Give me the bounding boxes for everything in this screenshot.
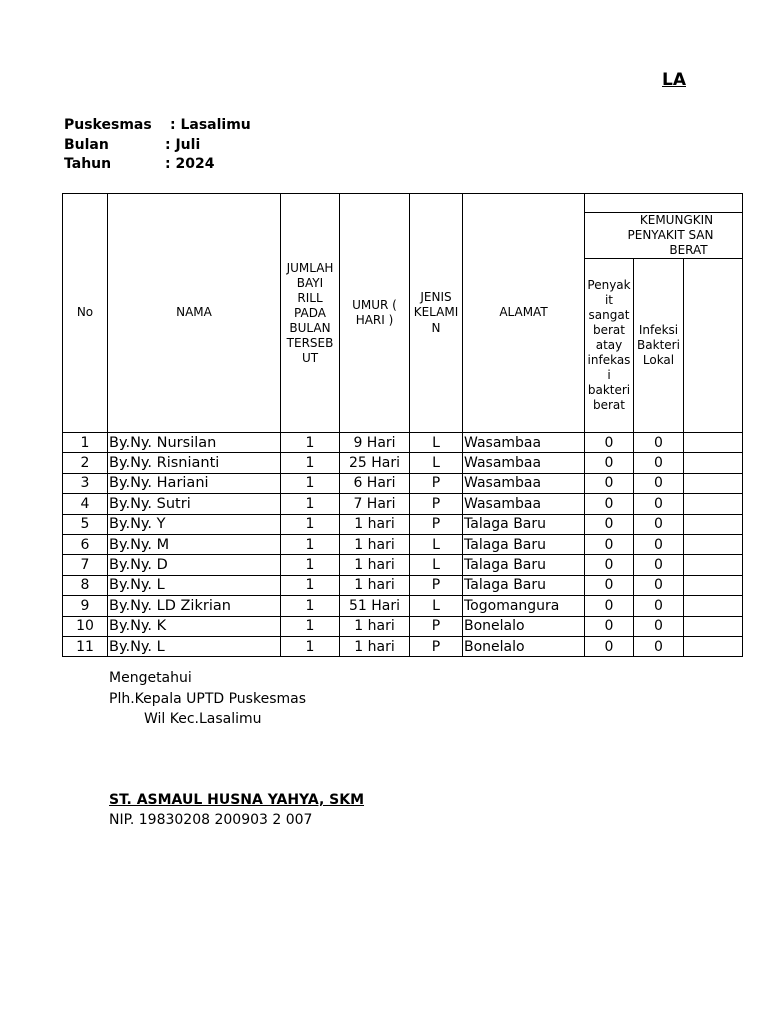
- cell-no: 5: [63, 514, 108, 534]
- cell-no: 11: [63, 636, 108, 656]
- group-line-2: PENYAKIT SAN: [627, 228, 714, 242]
- table-row: [63, 494, 743, 514]
- table-row: [63, 453, 743, 473]
- cell-no: 3: [63, 473, 108, 493]
- cell-alamat: Wasambaa: [463, 433, 585, 453]
- cell-jenis-kelamin: L: [410, 555, 463, 575]
- cell-jumlah: 1: [281, 433, 340, 453]
- cell-infeksi-bakteri-lokal: 0: [634, 596, 684, 616]
- cell-infeksi-bakteri-lokal: 0: [634, 453, 684, 473]
- cell-jumlah: 1: [281, 575, 340, 595]
- cell-jenis-kelamin: P: [410, 636, 463, 656]
- cell-next-column: [684, 596, 743, 616]
- cell-jumlah: 1: [281, 494, 340, 514]
- cell-jumlah: 1: [281, 596, 340, 616]
- cell-jumlah: 1: [281, 453, 340, 473]
- cell-penyakit-sangat-berat: 0: [585, 514, 634, 534]
- cell-alamat: Wasambaa: [463, 473, 585, 493]
- signer-nip: NIP. 19830208 200903 2 007: [109, 812, 313, 828]
- table-row: [63, 473, 743, 493]
- cell-jumlah: 1: [281, 534, 340, 554]
- meta-tahun-value: : 2024: [165, 156, 215, 172]
- table-row: [63, 534, 743, 554]
- cell-infeksi-bakteri-lokal: 0: [634, 514, 684, 534]
- cell-umur: 1 hari: [340, 636, 410, 656]
- cell-infeksi-bakteri-lokal: 0: [634, 555, 684, 575]
- report-table: [62, 193, 743, 657]
- cell-nama: By.Ny. L: [108, 575, 281, 595]
- cell-nama: By.Ny. Risnianti: [108, 453, 281, 473]
- cell-penyakit-sangat-berat: 0: [585, 534, 634, 554]
- cell-penyakit-sangat-berat: 0: [585, 433, 634, 453]
- cell-nama: By.Ny. Hariani: [108, 473, 281, 493]
- cell-jenis-kelamin: P: [410, 514, 463, 534]
- cell-alamat: Bonelalo: [463, 616, 585, 636]
- cell-next-column: [684, 534, 743, 554]
- approval-line-position: Plh.Kepala UPTD Puskesmas: [109, 690, 306, 707]
- cell-next-column: [684, 494, 743, 514]
- cell-alamat: Talaga Baru: [463, 514, 585, 534]
- cell-penyakit-sangat-berat: 0: [585, 575, 634, 595]
- cell-next-column: [684, 453, 743, 473]
- meta-puskesmas-label: Puskesmas: [64, 117, 152, 133]
- cell-infeksi-bakteri-lokal: 0: [634, 433, 684, 453]
- cell-penyakit-sangat-berat: 0: [585, 453, 634, 473]
- cell-penyakit-sangat-berat: 0: [585, 596, 634, 616]
- cell-jumlah: 1: [281, 636, 340, 656]
- header-penyakit-sangat-berat: Penyak it sangat berat atay infekas i bakteri berat: [585, 259, 634, 433]
- signer-name: ST. ASMAUL HUSNA YAHYA, SKM: [109, 792, 365, 808]
- cell-jenis-kelamin: P: [410, 473, 463, 493]
- meta-bulan-value: : Juli: [165, 136, 201, 153]
- cell-next-column: [684, 616, 743, 636]
- header-nama: NAMA: [108, 194, 281, 433]
- cell-alamat: Bonelalo: [463, 636, 585, 656]
- cell-next-column: [684, 636, 743, 656]
- cell-alamat: Wasambaa: [463, 453, 585, 473]
- cell-nama: By.Ny. Sutri: [108, 494, 281, 514]
- approval-block: [109, 668, 306, 730]
- meta-puskesmas-value: : Lasalimu: [170, 117, 251, 133]
- cell-no: 10: [63, 616, 108, 636]
- cell-penyakit-sangat-berat: 0: [585, 494, 634, 514]
- cell-umur: 25 Hari: [340, 453, 410, 473]
- cell-umur: 1 hari: [340, 555, 410, 575]
- cell-nama: By.Ny. Y: [108, 514, 281, 534]
- header-next-column: [684, 259, 743, 433]
- cell-alamat: Talaga Baru: [463, 575, 585, 595]
- cell-penyakit-sangat-berat: 0: [585, 636, 634, 656]
- cell-infeksi-bakteri-lokal: 0: [634, 636, 684, 656]
- group-line-3: BERAT: [669, 243, 708, 257]
- cell-no: 4: [63, 494, 108, 514]
- cell-jenis-kelamin: P: [410, 575, 463, 595]
- cell-no: 2: [63, 453, 108, 473]
- cell-jumlah: 1: [281, 616, 340, 636]
- group-line-1: KEMUNGKIN: [639, 213, 714, 227]
- cell-jenis-kelamin: L: [410, 453, 463, 473]
- cell-nama: By.Ny. LD Zikrian: [108, 596, 281, 616]
- cell-infeksi-bakteri-lokal: 0: [634, 494, 684, 514]
- table-row: [63, 636, 743, 656]
- cell-umur: 51 Hari: [340, 596, 410, 616]
- cell-umur: 9 Hari: [340, 433, 410, 453]
- cell-umur: 7 Hari: [340, 494, 410, 514]
- cell-next-column: [684, 514, 743, 534]
- cell-jenis-kelamin: P: [410, 494, 463, 514]
- cell-no: 7: [63, 555, 108, 575]
- table-row: [63, 575, 743, 595]
- cell-jenis-kelamin: P: [410, 616, 463, 636]
- header-group-top: [585, 194, 743, 213]
- cell-next-column: [684, 555, 743, 575]
- cell-no: 1: [63, 433, 108, 453]
- header-group-kemungkinan: [585, 213, 743, 259]
- cell-jumlah: 1: [281, 555, 340, 575]
- cell-jenis-kelamin: L: [410, 433, 463, 453]
- header-alamat: ALAMAT: [463, 194, 585, 433]
- cell-nama: By.Ny. D: [108, 555, 281, 575]
- cell-umur: 6 Hari: [340, 473, 410, 493]
- report-title: LA: [662, 70, 686, 90]
- header-infeksi-bakteri-lokal: Infeksi Bakteri Lokal: [634, 259, 684, 433]
- table-row: [63, 616, 743, 636]
- cell-penyakit-sangat-berat: 0: [585, 616, 634, 636]
- cell-infeksi-bakteri-lokal: 0: [634, 473, 684, 493]
- cell-infeksi-bakteri-lokal: 0: [634, 575, 684, 595]
- header-jenis-kelamin: JENIS KELAMI N: [410, 194, 463, 433]
- cell-infeksi-bakteri-lokal: 0: [634, 616, 684, 636]
- cell-jenis-kelamin: L: [410, 596, 463, 616]
- cell-umur: 1 hari: [340, 575, 410, 595]
- cell-no: 8: [63, 575, 108, 595]
- cell-nama: By.Ny. Nursilan: [108, 433, 281, 453]
- cell-nama: By.Ny. L: [108, 636, 281, 656]
- cell-jumlah: 1: [281, 514, 340, 534]
- cell-umur: 1 hari: [340, 616, 410, 636]
- cell-nama: By.Ny. M: [108, 534, 281, 554]
- cell-next-column: [684, 473, 743, 493]
- table-row: [63, 596, 743, 616]
- cell-no: 9: [63, 596, 108, 616]
- cell-penyakit-sangat-berat: 0: [585, 473, 634, 493]
- cell-umur: 1 hari: [340, 534, 410, 554]
- cell-jenis-kelamin: L: [410, 534, 463, 554]
- approval-line-area: Wil Kec.Lasalimu: [144, 711, 262, 727]
- table-row: [63, 555, 743, 575]
- header-no: No: [63, 194, 108, 433]
- cell-infeksi-bakteri-lokal: 0: [634, 534, 684, 554]
- cell-next-column: [684, 433, 743, 453]
- cell-nama: By.Ny. K: [108, 616, 281, 636]
- report-table-container: [62, 193, 714, 655]
- cell-alamat: Wasambaa: [463, 494, 585, 514]
- table-row: [63, 514, 743, 534]
- cell-next-column: [684, 575, 743, 595]
- meta-tahun-label: Tahun: [64, 156, 112, 172]
- approval-line-mengetahui: Mengetahui: [109, 670, 192, 686]
- cell-jumlah: 1: [281, 473, 340, 493]
- cell-alamat: Talaga Baru: [463, 534, 585, 554]
- cell-no: 6: [63, 534, 108, 554]
- table-body: [63, 433, 743, 657]
- cell-penyakit-sangat-berat: 0: [585, 555, 634, 575]
- header-jumlah: JUMLAH BAYI RILL PADA BULAN TERSEB UT: [281, 194, 340, 433]
- cell-alamat: Talaga Baru: [463, 555, 585, 575]
- header-umur: UMUR ( HARI ): [340, 194, 410, 433]
- cell-umur: 1 hari: [340, 514, 410, 534]
- meta-bulan-label: Bulan: [64, 136, 109, 153]
- cell-alamat: Togomangura: [463, 596, 585, 616]
- table-row: [63, 433, 743, 453]
